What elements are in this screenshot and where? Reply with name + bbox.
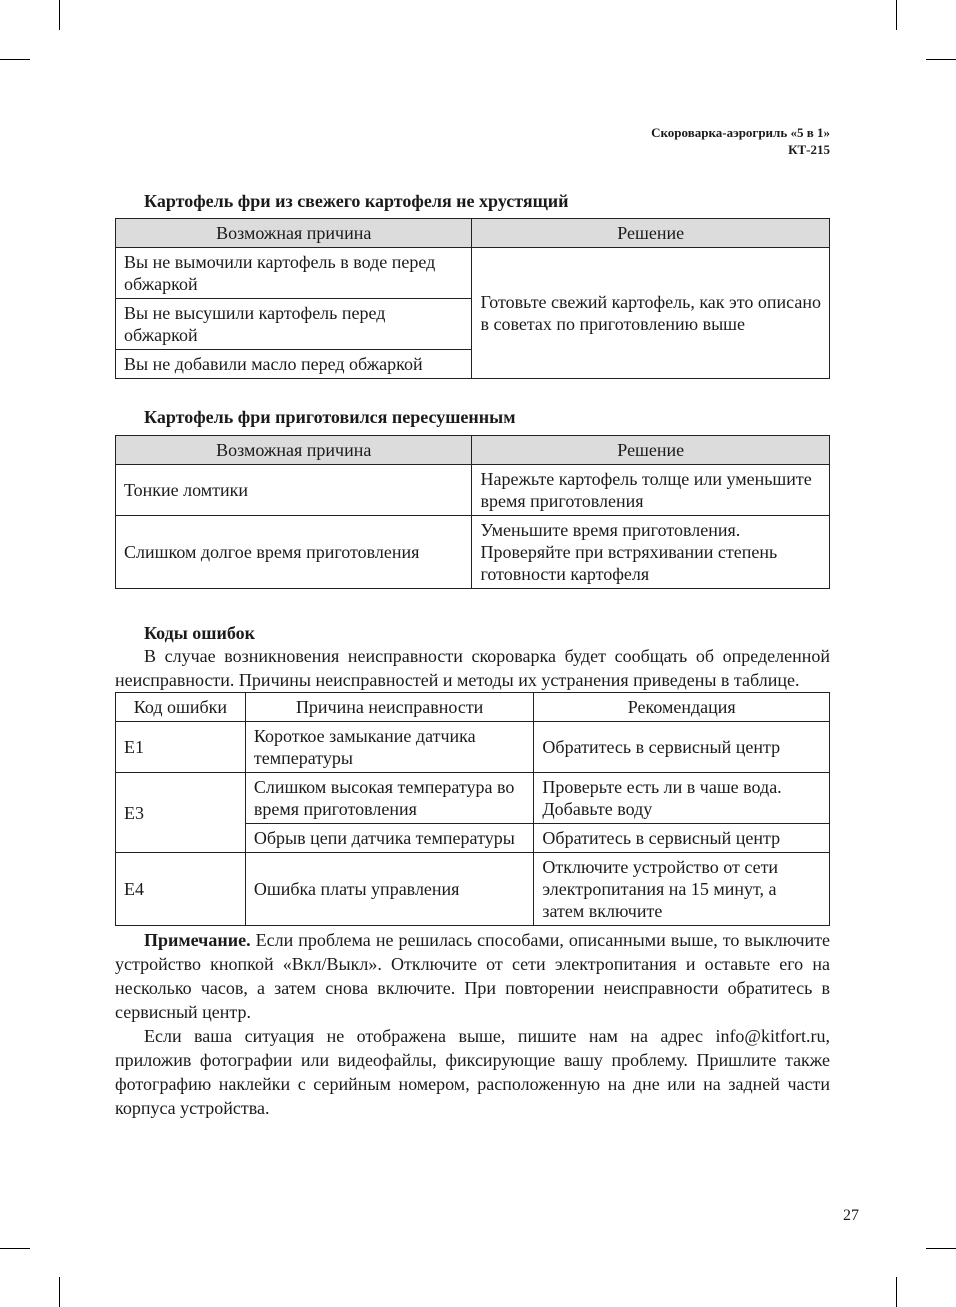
recommendation-cell: Проверьте есть ли в чаше вода. Добавьте воду (534, 773, 830, 824)
error-codes-table (115, 692, 830, 926)
recommendation-cell: Обратитесь в сервисный центр (534, 824, 830, 853)
section-title: Картофель фри приготовился пересушенным (144, 407, 516, 427)
header-solution: Решение (472, 436, 830, 465)
recommendation-cell: Отключите устройство от сети электропитания на 15 минут, а затем включите (534, 853, 830, 926)
table-row (116, 248, 830, 299)
page-number: 27 (843, 1207, 859, 1224)
error-code-cell: E3 (116, 773, 246, 853)
note-label: Примечание. (144, 930, 251, 950)
crop-mark (0, 59, 30, 60)
header-solution: Решение (472, 219, 830, 248)
crop-mark (59, 0, 60, 30)
cause-cell: Ошибка платы управления (245, 853, 534, 926)
table-row (116, 773, 830, 824)
section-overdried (115, 406, 830, 589)
table-row (116, 465, 830, 516)
crop-mark (896, 0, 897, 30)
cause-cell: Тонкие ломтики (116, 465, 472, 516)
table-row (116, 516, 830, 589)
cause-cell: Вы не вымочили картофель в воде перед обжаркой (116, 248, 472, 299)
cause-cell: Слишком высокая температура во время приготовления (245, 773, 534, 824)
section-not-crispy (115, 190, 830, 379)
header-product-name: Скороварка-аэрогриль «5 в 1» (651, 125, 830, 140)
solution-cell: Нарежьте картофель толще или уменьшите время приготовления (472, 465, 830, 516)
crop-mark (0, 1248, 30, 1249)
solution-cell: Уменьшите время приготовления. Проверяйте при встряхивании степень готовности картофеля (472, 516, 830, 589)
table-header-row (116, 219, 830, 248)
cause-cell: Короткое замыкание датчика температуры (245, 722, 534, 773)
troubleshoot-table (115, 435, 830, 589)
table-header-row (116, 693, 830, 722)
crop-mark (896, 1277, 897, 1307)
section-error-codes (115, 622, 830, 1120)
solution-cell: Готовьте свежий картофель, как это описано в советах по приготовлению выше (472, 248, 830, 379)
cause-cell: Обрыв цепи датчика температуры (245, 824, 534, 853)
errors-intro: В случае возникновения неисправности скороварка будет сообщать об определенной неисправности. Причины неисправностей и методы их устранения приведены в таблице. (115, 646, 830, 690)
note-text: Если проблема не решилась способами, описанными выше, то выключите устройство кнопкой «Вкл/Выкл». Отключите от сети электропитания и оставьте его на несколько часов, а затем снова включите. При повторении неисправности обратитесь в сервисный центр. (115, 930, 830, 1022)
table-row (116, 853, 830, 926)
header-code: Код ошибки (116, 693, 246, 722)
running-header (651, 124, 830, 158)
header-model: КТ-215 (788, 142, 830, 157)
cause-cell: Вы не высушили картофель перед обжаркой (116, 299, 472, 350)
error-code-cell: E1 (116, 722, 246, 773)
header-cause: Возможная причина (116, 219, 472, 248)
header-cause: Причина неисправности (245, 693, 534, 722)
crop-mark (926, 59, 956, 60)
table-row (116, 722, 830, 773)
cause-cell: Вы не добавили масло перед обжаркой (116, 350, 472, 379)
cause-cell: Слишком долгое время приготовления (116, 516, 472, 589)
section-title: Картофель фри из свежего картофеля не хрустящий (144, 191, 569, 211)
troubleshoot-table (115, 218, 830, 379)
table-header-row (116, 436, 830, 465)
section-title: Коды ошибок (144, 623, 255, 643)
error-code-cell: E4 (116, 853, 246, 926)
crop-mark (926, 1248, 956, 1249)
header-cause: Возможная причина (116, 436, 472, 465)
header-recommendation: Рекомендация (534, 693, 830, 722)
crop-mark (59, 1277, 60, 1307)
recommendation-cell: Обратитесь в сервисный центр (534, 722, 830, 773)
contact-paragraph: Если ваша ситуация не отображена выше, пишите нам на адрес info@kitfort.ru, приложив фотографии или видеофайлы, фиксирующие вашу проблему. Пришлите также фотографию наклейки с серийным номером, расположенную на дне или на задней части корпуса устройства. (115, 1026, 830, 1118)
note-paragraph (115, 928, 830, 1024)
